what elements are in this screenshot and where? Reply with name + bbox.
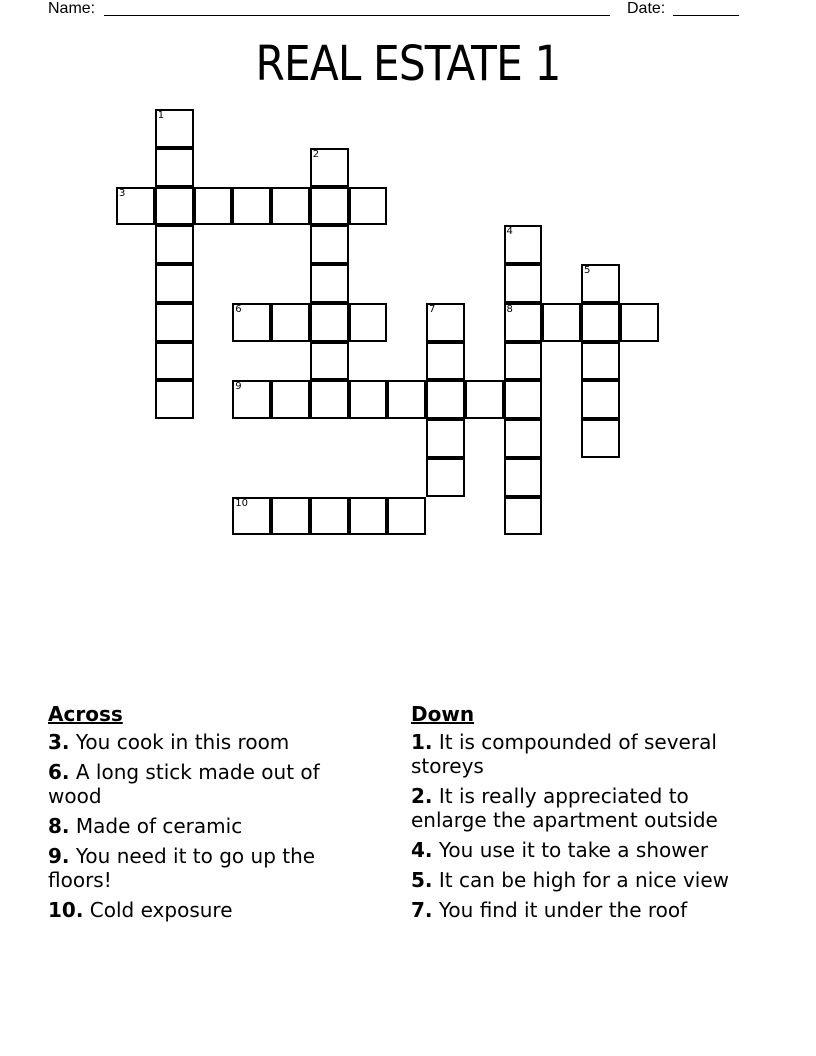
clue-number: 10. <box>48 898 84 922</box>
clue-down-1 <box>411 730 761 778</box>
across-heading: Across <box>48 702 123 726</box>
grid-cell[interactable] <box>310 380 349 419</box>
clue-text: It is compounded of several storeys <box>411 730 717 778</box>
grid-cell[interactable] <box>155 380 194 419</box>
cell-number: 2 <box>312 148 320 160</box>
grid-cell[interactable] <box>504 458 543 497</box>
grid-cell[interactable] <box>271 187 310 226</box>
grid-cell[interactable] <box>349 187 388 226</box>
grid-cell[interactable] <box>426 380 465 419</box>
clue-text: You find it under the roof <box>438 898 688 922</box>
grid-cell[interactable] <box>155 109 194 148</box>
grid-cell[interactable] <box>155 303 194 342</box>
grid-cell[interactable] <box>426 303 465 342</box>
cell-number: 10 <box>235 497 248 509</box>
grid-cell[interactable] <box>271 497 310 536</box>
clue-number: 3. <box>48 730 70 754</box>
grid-cell[interactable] <box>310 264 349 303</box>
grid-cell[interactable] <box>504 419 543 458</box>
grid-cell[interactable] <box>581 419 620 458</box>
grid-cell[interactable] <box>581 342 620 381</box>
clue-down-4 <box>411 838 761 862</box>
clue-text: You cook in this room <box>75 730 290 754</box>
grid-cell[interactable] <box>155 342 194 381</box>
clue-text: Made of ceramic <box>75 814 243 838</box>
cell-number: 3 <box>119 187 126 199</box>
clue-number: 9. <box>48 844 70 868</box>
grid-cell[interactable] <box>504 342 543 381</box>
clue-across-6 <box>48 760 378 808</box>
grid-cell[interactable] <box>271 303 310 342</box>
grid-cell[interactable] <box>155 148 194 187</box>
grid-cell[interactable] <box>349 303 388 342</box>
cell-number: 4 <box>506 226 513 238</box>
clue-number: 1. <box>411 730 433 754</box>
grid-cell[interactable] <box>232 380 271 419</box>
clue-down-5 <box>411 868 761 892</box>
grid-cell[interactable] <box>271 380 310 419</box>
down-clues <box>411 702 761 928</box>
grid-cell[interactable] <box>426 342 465 381</box>
grid-cell[interactable] <box>426 458 465 497</box>
name-label: Name: <box>48 0 96 17</box>
clue-across-10 <box>48 898 378 922</box>
clue-text: Cold exposure <box>89 898 233 922</box>
grid-cell[interactable] <box>155 187 194 226</box>
grid-cell[interactable] <box>310 497 349 536</box>
grid-cell[interactable] <box>504 497 543 536</box>
grid-cell[interactable] <box>465 380 504 419</box>
grid-cell[interactable] <box>232 497 271 536</box>
grid-cell[interactable] <box>426 419 465 458</box>
grid-cell[interactable] <box>155 225 194 264</box>
clue-text: You need it to go up the floors! <box>48 844 316 892</box>
clue-across-9 <box>48 844 378 892</box>
grid-cell[interactable] <box>387 380 426 419</box>
grid-cell[interactable] <box>232 303 271 342</box>
page-title: REAL ESTATE 1 <box>255 36 561 92</box>
grid-cell[interactable] <box>310 342 349 381</box>
clue-text: You use it to take a shower <box>438 838 709 862</box>
cell-number: 8 <box>506 303 513 315</box>
cell-number: 5 <box>584 265 591 276</box>
cell-number: 7 <box>429 303 436 315</box>
clue-number: 2. <box>411 784 433 808</box>
grid-cell[interactable] <box>310 303 349 342</box>
grid-cell[interactable] <box>349 497 388 536</box>
down-heading: Down <box>411 702 475 726</box>
grid-cell[interactable] <box>581 380 620 419</box>
grid-cell[interactable] <box>194 187 233 226</box>
clue-number: 7. <box>411 898 433 922</box>
clue-number: 5. <box>411 868 433 892</box>
grid-cell[interactable] <box>542 303 581 342</box>
cell-number: 9 <box>235 381 242 393</box>
grid-cell[interactable] <box>387 497 426 536</box>
clue-text: It is really appreciated to enlarge the apartment outside <box>411 784 718 832</box>
cell-number: 6 <box>235 303 242 315</box>
across-clues <box>48 702 378 928</box>
clue-down-7 <box>411 898 761 922</box>
grid-cell[interactable] <box>620 303 659 342</box>
clue-text: A long stick made out of wood <box>48 760 320 808</box>
grid-cell[interactable] <box>155 264 194 303</box>
clue-number: 6. <box>48 760 70 784</box>
grid-cell[interactable] <box>504 303 543 342</box>
clue-number: 8. <box>48 814 70 838</box>
clue-across-8 <box>48 814 378 838</box>
grid-cell[interactable] <box>349 380 388 419</box>
grid-cell[interactable] <box>232 187 271 226</box>
grid-cell[interactable] <box>310 148 349 187</box>
grid-cell[interactable] <box>581 264 620 303</box>
clue-down-2 <box>411 784 761 832</box>
date-label: Date: <box>627 0 666 17</box>
grid-cell[interactable] <box>310 187 349 226</box>
grid-cell[interactable] <box>504 264 543 303</box>
grid-cell[interactable] <box>504 225 543 264</box>
clue-number: 4. <box>411 838 433 862</box>
grid-cell[interactable] <box>581 303 620 342</box>
cell-number: 1 <box>157 110 165 121</box>
clue-text: It can be high for a nice view <box>438 868 729 892</box>
grid-cell[interactable] <box>116 187 155 226</box>
grid-cell[interactable] <box>504 380 543 419</box>
grid-cell[interactable] <box>310 225 349 264</box>
clue-across-3 <box>48 730 378 754</box>
